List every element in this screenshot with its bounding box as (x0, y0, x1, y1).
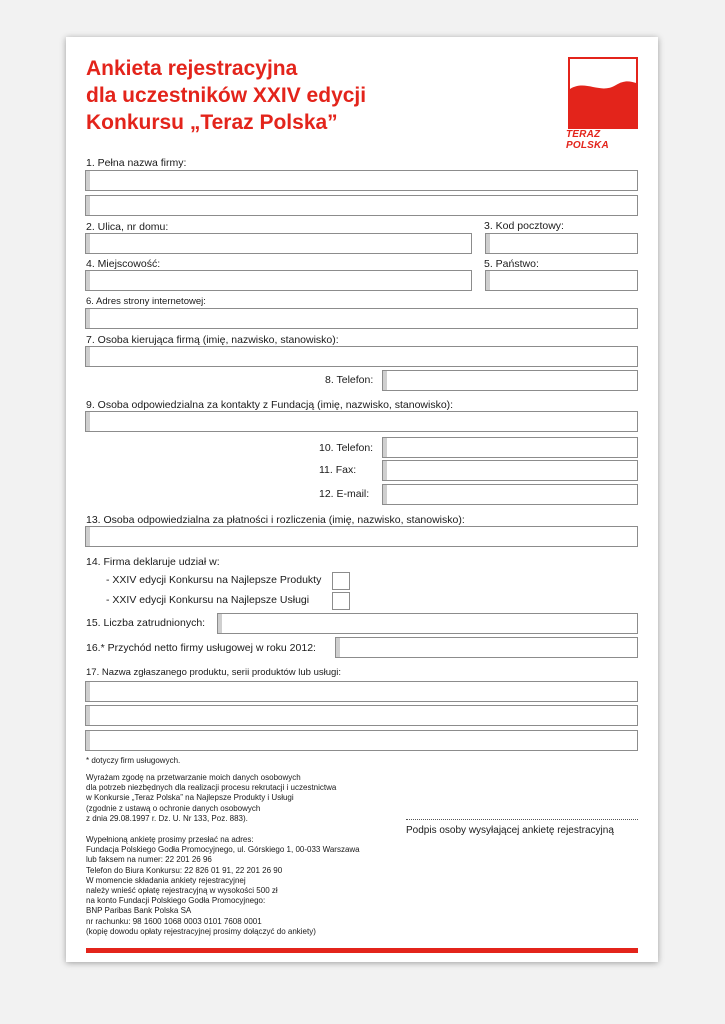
consent-text (86, 773, 336, 824)
product-name-field-1[interactable] (85, 681, 638, 702)
billing-person-field[interactable] (85, 526, 638, 547)
label-website: 6. Adres strony internetowej: (86, 296, 206, 307)
instruction-line: W momencie składania ankiety rejestracyjnej (86, 875, 246, 885)
logo-text: TERAZ POLSKA (566, 129, 609, 151)
phone-2-field[interactable] (382, 437, 638, 458)
teraz-polska-logo-icon (568, 57, 638, 129)
label-net-revenue: 16.* Przychód netto firmy usługowej w roku 2012: (86, 642, 316, 654)
instruction-line: nr rachunku: 98 1600 1068 0003 0101 7608 0001 (86, 916, 262, 926)
company-name-field-1[interactable] (85, 170, 638, 191)
instruction-line: (kopię dowodu opłaty rejestracyjnej prosimy dołączyć do ankiety) (86, 926, 316, 936)
label-contact-person: 9. Osoba odpowiedzialna za kontakty z Fundacją (imię, nazwisko, stanowisko): (86, 399, 454, 411)
label-fax: 11. Fax: (319, 464, 357, 476)
instruction-line: Telefon do Biura Konkursu: 22 826 01 91, 22 201 26 90 (86, 865, 283, 875)
signature-label: Podpis osoby wysyłającej ankietę rejestracyjną (406, 825, 614, 836)
label-postal-code: 3. Kod pocztowy: (484, 220, 564, 232)
country-field[interactable] (485, 270, 638, 291)
label-phone-2: 10. Telefon: (319, 442, 374, 454)
form-title (86, 55, 506, 136)
fax-field[interactable] (382, 460, 638, 481)
postal-code-field[interactable] (485, 233, 638, 254)
instruction-line: należy wnieść opłatę rejestracyjną w wysokości 500 zł (86, 886, 278, 896)
services-contest-checkbox[interactable] (332, 592, 350, 610)
employees-field[interactable] (217, 613, 638, 634)
city-field[interactable] (85, 270, 472, 291)
products-contest-checkbox[interactable] (332, 572, 350, 590)
footnote: * dotyczy firm usługowych. (86, 756, 181, 765)
label-employees: 15. Liczba zatrudnionych: (86, 617, 206, 629)
label-products-contest: - XXIV edycji Konkursu na Najlepsze Produkty (106, 574, 322, 586)
consent-line: w Konkursie „Teraz Polska” na Najlepsze Produkty i Usługi (86, 793, 294, 803)
registration-form-sheet (66, 37, 658, 962)
title-line-3: Konkursu „Teraz Polska” (86, 111, 338, 134)
street-field[interactable] (85, 233, 472, 254)
website-field[interactable] (85, 308, 638, 329)
label-services-contest: - XXIV edycji Konkursu na Najlepsze Usługi (106, 594, 310, 606)
company-head-field[interactable] (85, 346, 638, 367)
label-email: 12. E-mail: (319, 488, 370, 500)
label-company-name: 1. Pełna nazwa firmy: (86, 157, 187, 169)
consent-line: z dnia 29.08.1997 r. Dz. U. Nr 133, Poz. 883). (86, 813, 248, 823)
net-revenue-field[interactable] (335, 637, 638, 658)
submission-instructions (86, 835, 360, 937)
label-country: 5. Państwo: (484, 258, 539, 270)
label-city: 4. Miejscowość: (86, 258, 161, 270)
consent-line: Wyrażam zgodę na przetwarzanie moich danych osobowych (86, 773, 301, 782)
company-name-field-2[interactable] (85, 195, 638, 216)
consent-line: (zgodnie z ustawą o ochronie danych osobowych (86, 803, 261, 813)
email-field[interactable] (382, 484, 638, 505)
signature-line (406, 819, 638, 820)
consent-line: dla potrzeb niezbędnych dla realizacji procesu rekrutacji i uczestnictwa (86, 783, 337, 793)
product-name-field-2[interactable] (85, 705, 638, 726)
label-street: 2. Ulica, nr domu: (86, 221, 169, 233)
instruction-line: BNP Paribas Bank Polska SA (86, 906, 192, 916)
phone-1-field[interactable] (382, 370, 638, 391)
instruction-line: lub faksem na numer: 22 201 26 96 (86, 855, 212, 865)
label-participation: 14. Firma deklaruje udział w: (86, 556, 220, 568)
product-name-field-3[interactable] (85, 730, 638, 751)
footer-red-bar (86, 948, 638, 953)
instruction-line: Wypełnioną ankietę prosimy przesłać na adres: (86, 835, 254, 844)
instruction-line: na konto Fundacji Polskiego Godła Promocyjnego: (86, 896, 266, 906)
instruction-line: Fundacja Polskiego Godła Promocyjnego, ul. Górskiego 1, 00-033 Warszawa (86, 845, 360, 855)
label-phone-1: 8. Telefon: (325, 374, 374, 386)
label-billing-person: 13. Osoba odpowiedzialna za płatności i rozliczenia (imię, nazwisko, stanowisko): (86, 514, 465, 526)
label-product-name: 17. Nazwa zgłaszanego produktu, serii produktów lub usługi: (86, 667, 342, 678)
label-company-head: 7. Osoba kierująca firmą (imię, nazwisko, stanowisko): (86, 334, 339, 346)
title-line-2: dla uczestników XXIV edycji (86, 84, 367, 107)
title-line-1: Ankieta rejestracyjna (86, 57, 298, 80)
contact-person-field[interactable] (85, 411, 638, 432)
